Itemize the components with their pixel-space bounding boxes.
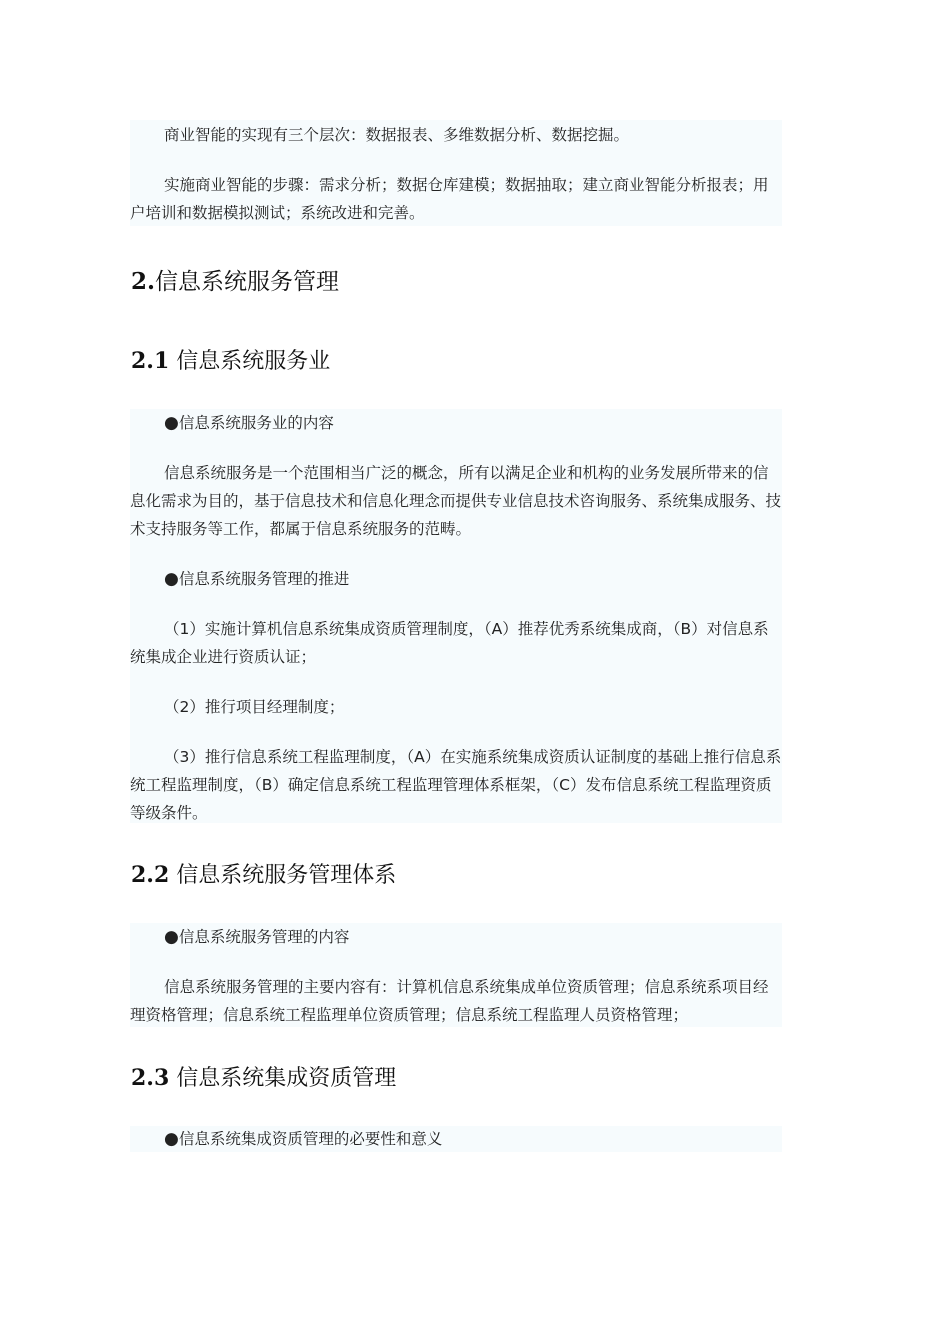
bullet-icon: ● [164, 1129, 179, 1149]
bullet-text: 信息系统服务管理的推进 [178, 570, 350, 588]
section-2-2-heading [131, 858, 396, 889]
section-2-heading [131, 263, 339, 296]
section-2-1-content-block [130, 409, 782, 823]
section-2-3-heading [131, 1061, 396, 1092]
section-2-2-title: 信息系统服务管理体系 [169, 863, 397, 888]
promotion-item-3: （3）推行信息系统工程监理制度，（A）在实施系统集成资质认证制度的基础上推行信息系统工程监理制度，（B）确定信息系统工程监理管理体系框架，（C）发布信息系统工程监理资质等级条件。 [130, 748, 782, 822]
promotion-item-2: （2）推行项目经理制度； [164, 698, 345, 716]
section-2-3-title: 信息系统集成资质管理 [169, 1066, 397, 1091]
bullet-icon: ● [164, 927, 179, 947]
service-definition-paragraph: 信息系统服务是一个范围相当广泛的概念，所有以满足企业和机构的业务发展所带来的信息化需求为目的，基于信息技术和信息化理念而提供专业信息技术咨询服务、系统集成服务、技术支持服务等工作，都属于信息系统服务的范畴。 [130, 464, 782, 538]
section-2-1-number: 2.1 [131, 348, 170, 374]
bullet-text: 信息系统服务业的内容 [178, 414, 334, 432]
section-2-1-title: 信息系统服务业 [169, 349, 331, 374]
bullet-text: 信息系统集成资质管理的必要性和意义 [178, 1130, 443, 1148]
bullet-icon: ● [164, 569, 179, 589]
bullet-icon: ● [164, 413, 179, 433]
bi-levels-paragraph: 商业智能的实现有三个层次：数据报表、多维数据分析、数据挖掘。 [164, 126, 630, 144]
section-2-number: 2. [131, 268, 156, 295]
promotion-item-1: （1）实施计算机信息系统集成资质管理制度，（A）推荐优秀系统集成商，（B）对信息系统集成企业进行资质认证； [130, 620, 769, 666]
section-2-3-content-block [130, 1126, 782, 1152]
bullet-qualification-significance [130, 1126, 782, 1152]
section-2-3-number: 2.3 [131, 1065, 170, 1091]
bullet-service-promotion [130, 565, 782, 593]
section-2-2-number: 2.2 [131, 862, 170, 888]
section-2-1-heading [131, 344, 330, 375]
bullet-service-content [130, 409, 782, 437]
section-2-2-content-block [130, 923, 782, 1027]
bi-paragraphs-block [130, 120, 782, 226]
bullet-management-content [130, 923, 782, 951]
bullet-text: 信息系统服务管理的内容 [178, 928, 350, 946]
section-2-title: 信息系统服务管理 [155, 269, 340, 295]
management-content-paragraph: 信息系统服务管理的主要内容有：计算机信息系统集成单位资质管理；信息系统系项目经理资格管理；信息系统工程监理单位资质管理；信息系统工程监理人员资格管理； [130, 978, 769, 1024]
bi-steps-paragraph: 实施商业智能的步骤：需求分析；数据仓库建模；数据抽取；建立商业智能分析报表；用户培训和数据模拟测试；系统改进和完善。 [130, 176, 769, 222]
